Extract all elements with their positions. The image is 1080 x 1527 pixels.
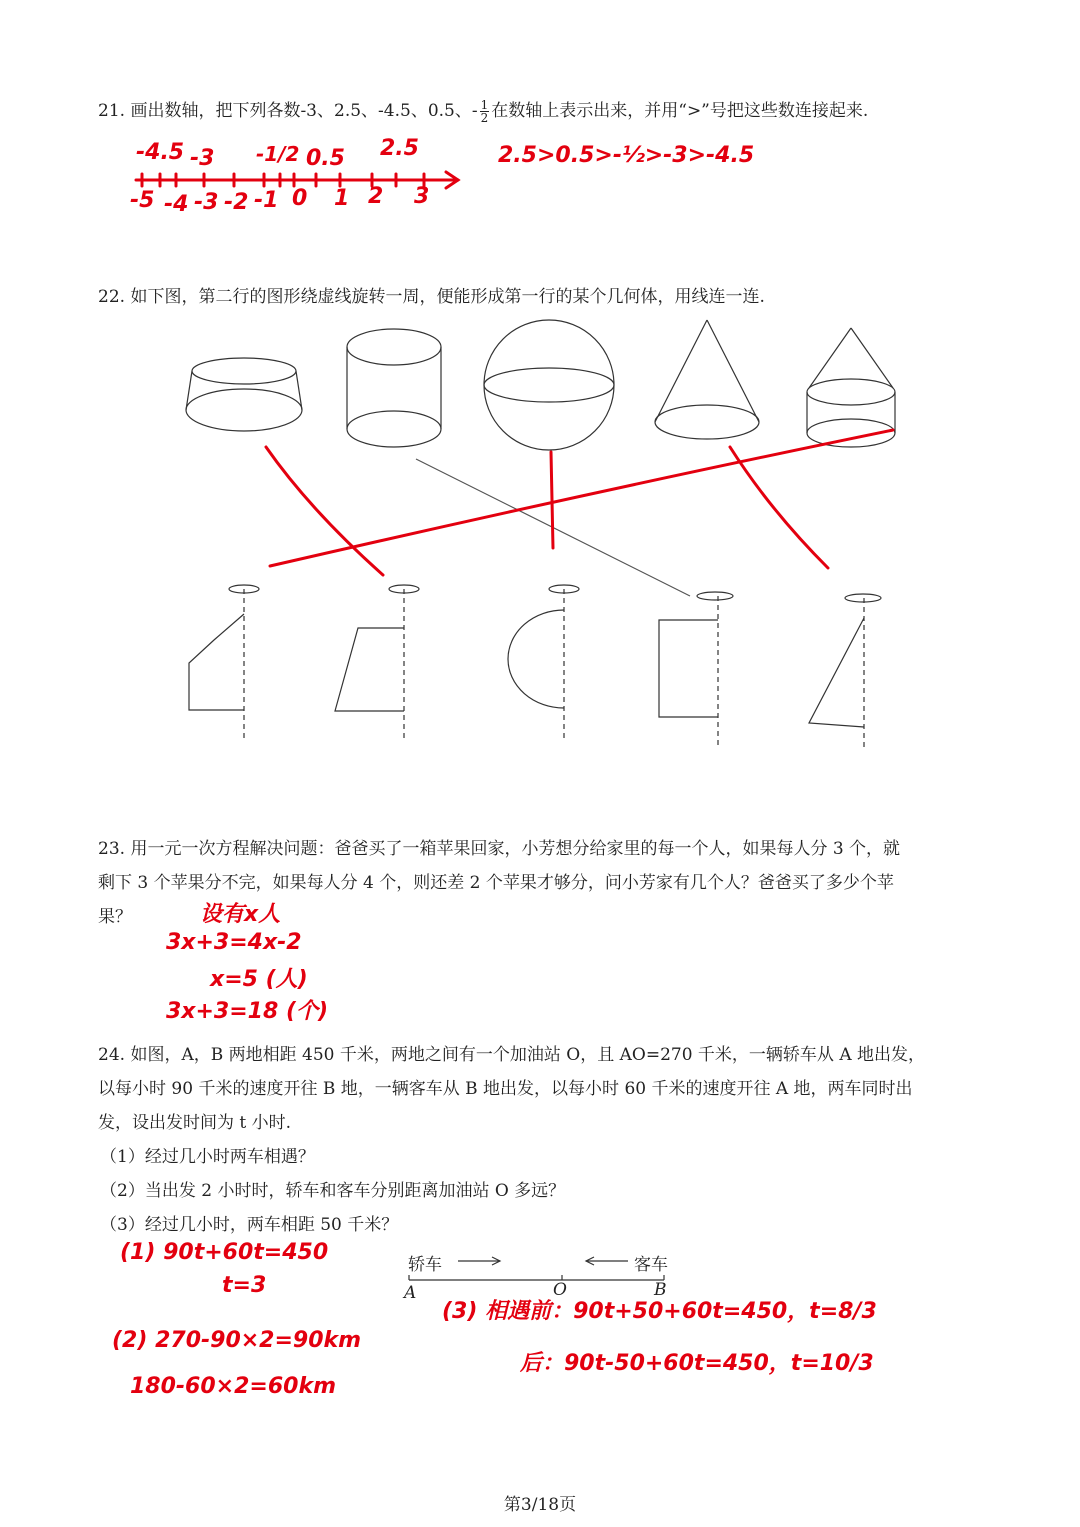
hand-24-3: (3) 相遇前：90t+50+60t=450，t=8/3: [442, 1299, 877, 1324]
hand-24-1b: t=3: [222, 1273, 267, 1298]
question-24-sub3: （3）经过几小时，两车相距 50 千米？: [100, 1215, 399, 1235]
solid-sphere: [484, 320, 614, 450]
question-24-sub2: （2）当出发 2 小时时，轿车和客车分别距离加油站 O 多远？: [100, 1181, 566, 1201]
hand-tick-neg1: -1: [254, 188, 279, 213]
hand-24-2: (2) 270-90×2=90km: [112, 1328, 362, 1353]
hand-23-x: x=5 (人): [210, 967, 308, 992]
q21-prefix: 21. 画出数轴，把下列各数-3、2.5、-4.5、0.5、-: [98, 101, 478, 121]
fig-bus-label: 客车: [634, 1255, 668, 1275]
hand-23-let: 设有x人: [200, 902, 281, 927]
fig-car-label: 轿车: [408, 1255, 442, 1275]
solid-cone: [655, 320, 759, 439]
hand-24-2b: 180-60×2=60km: [130, 1374, 337, 1399]
page-footer: 第3/18页: [503, 1495, 577, 1515]
solid-frustum: [186, 358, 302, 431]
fig-point-o: O: [553, 1280, 567, 1300]
hand-label-0.5: 0.5: [306, 146, 345, 171]
hand-tick-1: 1: [334, 186, 350, 211]
question-23-line2: 剩下 3 个苹果分不完，如果每人分 4 个，则还差 2 个苹果才够分，问小芳家有几个人？爸爸买了多少个苹: [98, 873, 894, 893]
question-24-line3: 发，设出发时间为 t 小时.: [98, 1113, 292, 1133]
q24-segment-figure: [409, 1257, 664, 1280]
hand-24-1: (1) 90t+60t=450: [120, 1240, 329, 1265]
hand-tick-neg2: -2: [224, 190, 249, 215]
question-22: 22. 如下图，第二行的图形绕虚线旋转一周，便能形成第一行的某个几何体，用线连一连.: [98, 287, 765, 307]
plane-shape-2: [335, 585, 419, 742]
hand-23-total: 3x+3=18 (个): [166, 999, 329, 1024]
q21-suffix: 在数轴上表示出来，并用“>”号把这些数连接起来.: [491, 101, 869, 121]
hand-24-3b: 后：90t-50+60t=450，t=10/3: [520, 1351, 874, 1376]
hand-connection-lines: [266, 430, 893, 575]
plane-shape-3: [508, 585, 579, 742]
solid-cylinder: [347, 329, 441, 447]
plane-shape-1: [189, 585, 259, 742]
fig-point-a: A: [404, 1283, 417, 1303]
question-24-line2: 以每小时 90 千米的速度开往 B 地，一辆客车从 B 地出发，以每小时 60 千米的速度开往 A 地，两车同时出: [98, 1079, 913, 1099]
hand-tick-0: 0: [292, 186, 308, 211]
hand-label-neg3: -3: [190, 146, 215, 171]
question-23-line1: 23. 用一元一次方程解决问题：爸爸买了一箱苹果回家，小芳想分给家里的每一个人，如果每人分 3 个，就: [98, 839, 901, 859]
hand-number-line: [136, 172, 458, 188]
plane-shape-5: [809, 594, 881, 748]
solid-cone-on-cylinder: [807, 328, 895, 447]
hand-label-neg4.5: -4.5: [136, 140, 185, 165]
hand-label-neg-half: -1/2: [256, 142, 300, 166]
hand-23-eq: 3x+3=4x-2: [166, 930, 302, 955]
fig-point-b: B: [654, 1280, 667, 1300]
hand-tick-2: 2: [368, 184, 384, 209]
hand-tick-3: 3: [414, 184, 430, 209]
plane-shape-4: [659, 592, 733, 748]
q21-fraction: $\frac{1}{2}$: [480, 98, 489, 125]
hand-label-2.5: 2.5: [380, 136, 419, 161]
question-24-sub1: （1）经过几小时两车相遇？: [100, 1147, 315, 1167]
hand-tick-neg5: -5: [130, 188, 155, 213]
hand-tick-neg3: -3: [194, 190, 219, 215]
question-24-line1: 24. 如图，A，B 两地相距 450 千米，两地之间有一个加油站 O，且 AO=270 千米，一辆轿车从 A 地出发，: [98, 1045, 926, 1065]
hand-answer-21: 2.5>0.5>-½>-3>-4.5: [498, 143, 755, 168]
hand-tick-neg4: -4: [164, 192, 189, 217]
question-23-line3: 果？: [98, 907, 132, 927]
